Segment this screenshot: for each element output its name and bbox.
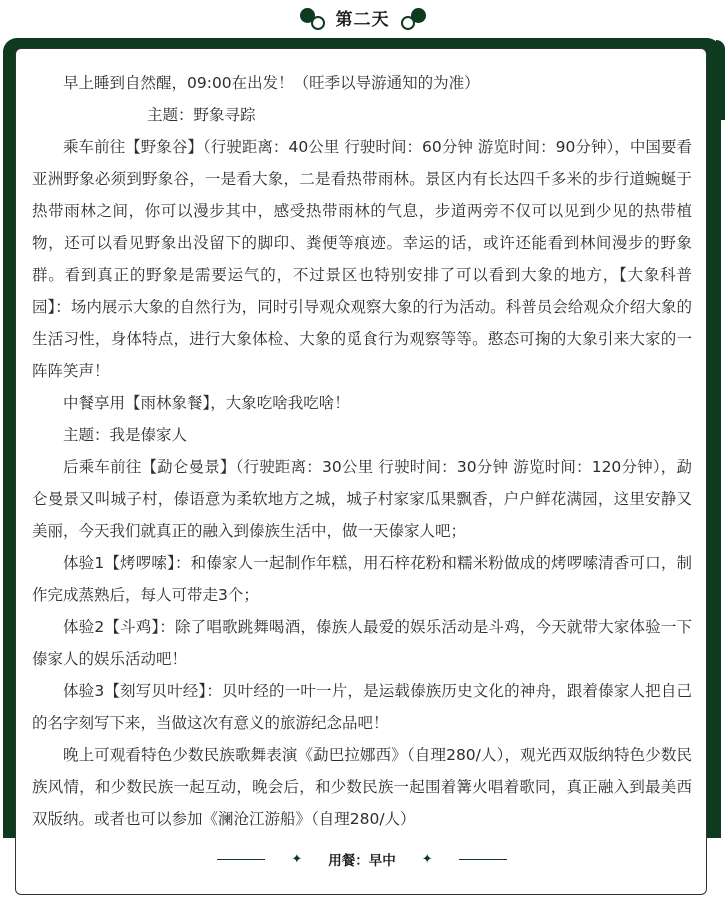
- day-header: [0, 0, 725, 34]
- meal-footer: [16, 849, 708, 869]
- paragraph-experience-3: 体验3【刻写贝叶经】：贝叶经的一叶一片，是运载傣族历史文化的神舟，跟着傣家人把自己的名字刻写下来，当做这次有意义的旅游纪念品吧！: [32, 682, 692, 732]
- divider-line: [459, 859, 507, 860]
- paragraph-elephant-valley: 乘车前往【野象谷】（行驶距离：40公里 行驶时间：60分钟 游览时间：90分钟），中国要看亚洲野象必须到野象谷，一是看大象，二是看热带雨林。景区内有长达四千多米的步行道蜿蜒于热带雨林之间，你可以漫步其中，感受热带雨林的气息，步道两旁不仅可以见到少见的热带植物，还可以看见野象出没留下的脚印、粪便等痕迹。幸运的话，或许还能看到林间漫步的野象群。看到真正的野象是需要运气的，不过景区也特别安排了可以看到大象的地方，【大象科普园】：场内展示大象的自然行为，同时引导观众观察大象的行为活动。科普员会给观众介绍大象的生活习性，身体特点，进行大象体检、大象的觅食行为观察等等。憨态可掬的大象引来大家的一阵阵笑声！: [32, 138, 692, 380]
- meal-label: 用餐：早中: [328, 853, 396, 869]
- paragraph-experience-1: 体验1【烤啰嗦】：和傣家人一起制作年糕，用石梓花粉和糯米粉做成的烤啰嗦清香可口，制作完成蒸熟后，每人可带走3个；: [32, 554, 692, 604]
- paragraph-theme-2: 主题：我是傣家人: [63, 426, 188, 444]
- star-icon: ✦: [421, 851, 433, 867]
- paragraph-evening: 晚上可观看特色少数民族歌舞表演《勐巴拉娜西》（自理280/人），观光西双版纳特色少数民族风情，和少数民族一起互动，晚会后，和少数民族一起围着篝火唱着歌同，真正融入到最美西双版纳。或者也可以参加《澜沧江游船》（自理280/人）: [32, 746, 692, 828]
- card-frame-edge: [716, 40, 725, 120]
- circle-decoration-icon: [400, 4, 428, 30]
- circle-decoration-icon: [298, 4, 326, 30]
- paragraph-lunch: 中餐享用【雨林象餐】，大象吃啥我吃啥！: [63, 394, 350, 412]
- star-icon: ✦: [291, 851, 303, 867]
- itinerary-card: [15, 48, 707, 895]
- paragraph-menglun: 后乘车前往【勐仑曼景】（行驶距离：30公里 行驶时间：30分钟 游览时间：120分钟），勐仑曼景又叫城子村，傣语意为柔软地方之城，城子村家家瓜果飘香，户户鲜花满园，这里安静又美丽，今天我们就真正的融入到傣族生活中，做一天傣家人吧；: [32, 458, 692, 540]
- paragraph-theme-1: 主题：野象寻踪: [147, 106, 256, 124]
- paragraph-departure: 早上睡到自然醒，09:00在出发！（旺季以导游通知的为准）: [63, 74, 480, 92]
- divider-line: [217, 859, 265, 860]
- itinerary-text: [32, 67, 692, 835]
- paragraph-experience-2: 体验2【斗鸡】：除了唱歌跳舞喝酒，傣族人最爱的娱乐活动是斗鸡，今天就带大家体验一下傣家人的娱乐活动吧！: [32, 618, 692, 668]
- day-title: 第二天: [335, 9, 390, 30]
